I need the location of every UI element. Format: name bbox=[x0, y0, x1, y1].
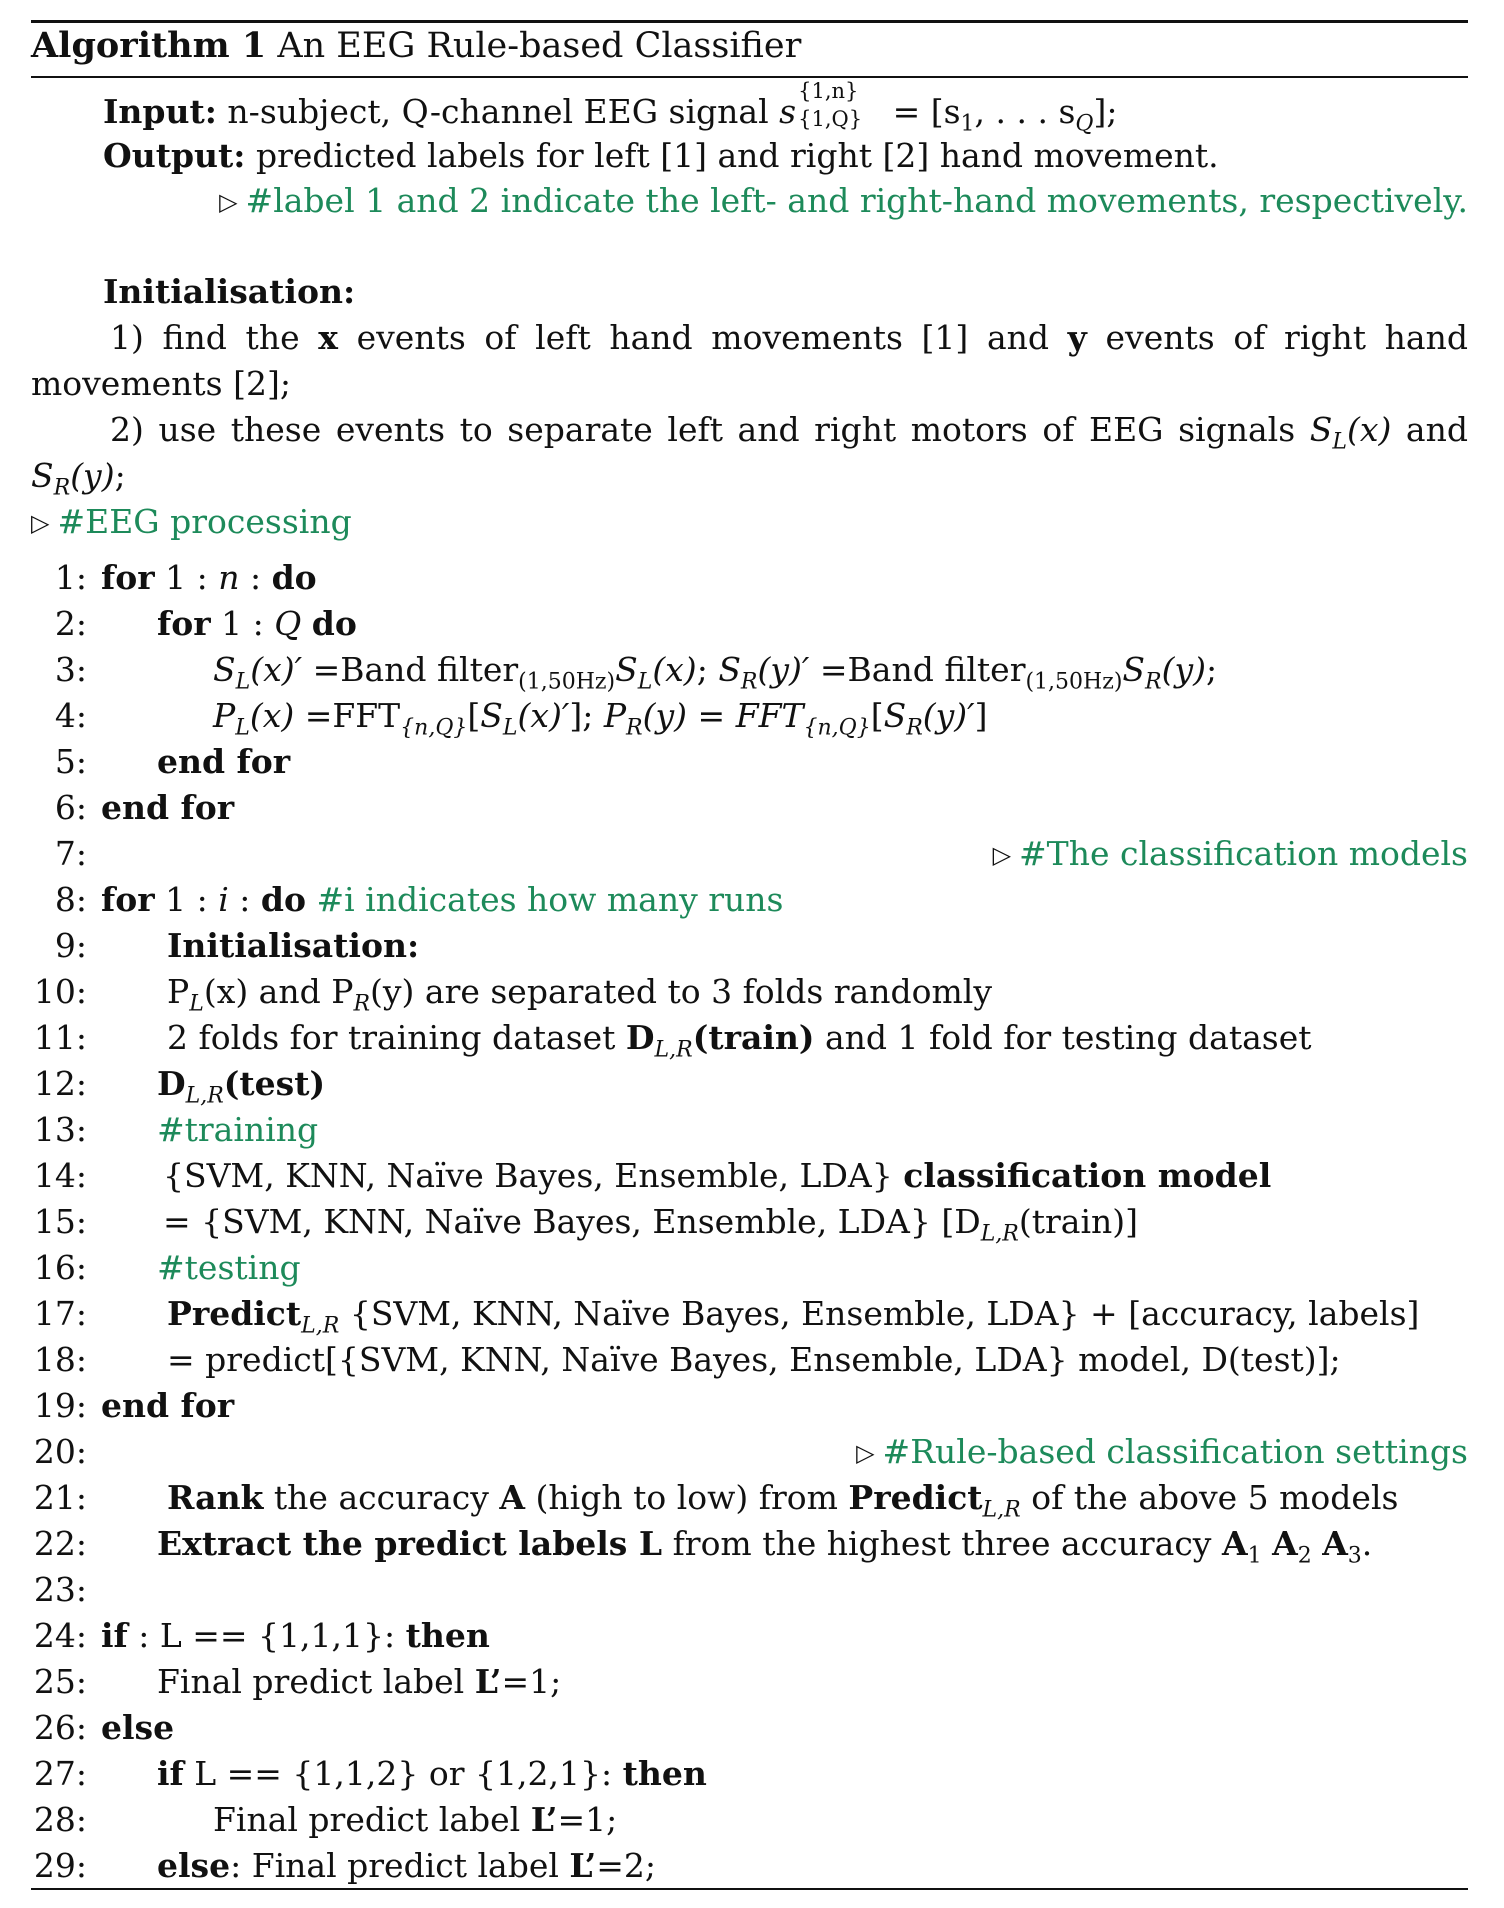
comment-labels: ▷ #label 1 and 2 indicate the left- and right-hand movements, respectively. bbox=[219, 181, 1468, 220]
init-step-1-cont: movements [2]; bbox=[31, 364, 291, 403]
line-2: 2: for 1 : Q do bbox=[54, 604, 357, 643]
output-text: predicted labels for left [1] and right [2] hand movement. bbox=[255, 136, 1219, 175]
line-22: 22: Extract the predict labels L from the highest three accuracy $A_1$ $A_2$ $A_3$. bbox=[33, 1524, 1373, 1569]
title-rule bbox=[31, 76, 1468, 78]
line-11: 11: 2 folds for training dataset $D_{L,R}(train)$ and 1 fold for testing dataset bbox=[33, 1018, 1312, 1063]
line-13: 13: #training bbox=[33, 1110, 319, 1149]
signal-symbol: s bbox=[779, 92, 797, 131]
line-16: 16: #testing bbox=[33, 1248, 301, 1287]
output-line bbox=[103, 136, 1504, 176]
line-17: 17: Predict$_{L,R}$ {SVM, KNN, Naïve Bayes, Ensemble, LDA} + [accuracy, labels] bbox=[33, 1294, 1420, 1339]
line-23: 23: bbox=[33, 1570, 87, 1609]
line-28: 28: Final predict label L’=1; bbox=[33, 1800, 618, 1839]
line-4: 4: $P_L(x) =FFT_{\{n,Q\}}[S_L(x)']$; $P_R(y) = FFT_{\{n,Q\}}[S_R(y)']$ bbox=[54, 696, 988, 741]
line-19: 19: end for bbox=[33, 1386, 235, 1425]
init-step-2-cont: $S_R(y)$; bbox=[31, 456, 126, 501]
init-label: Initialisation: bbox=[103, 272, 356, 311]
line-12: 12: $D_{L,R}(test)$ bbox=[33, 1064, 326, 1109]
output-label: Output: bbox=[103, 136, 246, 175]
algorithm-title bbox=[31, 26, 1468, 66]
input-line: Input: n-subject, Q-channel EEG signal s {1,n} {1,Q} = [$s_1$, . . . $s_Q$]; bbox=[103, 79, 1118, 137]
line-26: 26: else bbox=[33, 1708, 175, 1747]
line-18: 18: = predict[{SVM, KNN, Naïve Bayes, Ensemble, LDA} model, D(test)]; bbox=[33, 1340, 1341, 1379]
algorithm-name: An EEG Rule-based Classifier bbox=[277, 26, 802, 66]
line-8: 8: for 1 : i : do #i indicates how many runs bbox=[54, 880, 784, 919]
line-20: 20: ▷ #Rule-based classification settings bbox=[33, 1432, 1468, 1471]
line-14: 14: {SVM, KNN, Naïve Bayes, Ensemble, LDA} classification model bbox=[33, 1156, 1272, 1195]
init-step-1: 1) find the x events of left hand movements [1] and y events of right hand bbox=[110, 318, 1468, 357]
input-text: n-subject, Q-channel EEG signal bbox=[227, 92, 769, 131]
line-15: 15: = {SVM, KNN, Naïve Bayes, Ensemble, LDA} $[D_{L,R}(train)]$ bbox=[33, 1202, 1139, 1247]
line-7: 7: ▷ #The classification models bbox=[54, 834, 1468, 873]
line-25: 25: Final predict label L’=1; bbox=[33, 1662, 562, 1701]
bottom-rule bbox=[31, 1888, 1468, 1890]
signal-indices: {1,n} {1,Q} bbox=[798, 79, 863, 131]
line-1: 1: for 1 : n : do bbox=[54, 558, 317, 597]
line-24: 24: if : L == {1,1,1}: then bbox=[33, 1616, 490, 1655]
line-27: 27: if L == {1,1,2} or {1,2,1}: then bbox=[33, 1754, 707, 1793]
line-21: 21: Rank the accuracy A (high to low) from Predict$_{L,R}$ of the above 5 models bbox=[33, 1478, 1399, 1523]
line-5: 5: end for bbox=[54, 742, 291, 781]
input-label: Input: bbox=[103, 92, 217, 131]
line-9: 9: Initialisation: bbox=[54, 926, 420, 965]
comment-eeg: ▷ #EEG processing bbox=[31, 502, 352, 541]
line-29: 29: else: Final predict label L’=2; bbox=[33, 1846, 656, 1885]
line-6: 6: end for bbox=[54, 788, 235, 827]
algorithm-label: Algorithm 1 bbox=[31, 25, 267, 66]
top-rule bbox=[31, 20, 1468, 23]
init-step-2: 2) use these events to separate left and right motors of EEG signals $S_L(x)$ and bbox=[110, 410, 1468, 455]
line-10: 10: $P_L(x)$ and $P_R(y)$ are separated to 3 folds randomly bbox=[33, 972, 992, 1017]
line-3: 3: $S_L(x)'$ =Band $filter_{(1,50Hz)}S_L(x)$; $S_R(y)'$ =Band $filter_{(1,50Hz)}S_R(y)$; bbox=[54, 650, 1218, 695]
